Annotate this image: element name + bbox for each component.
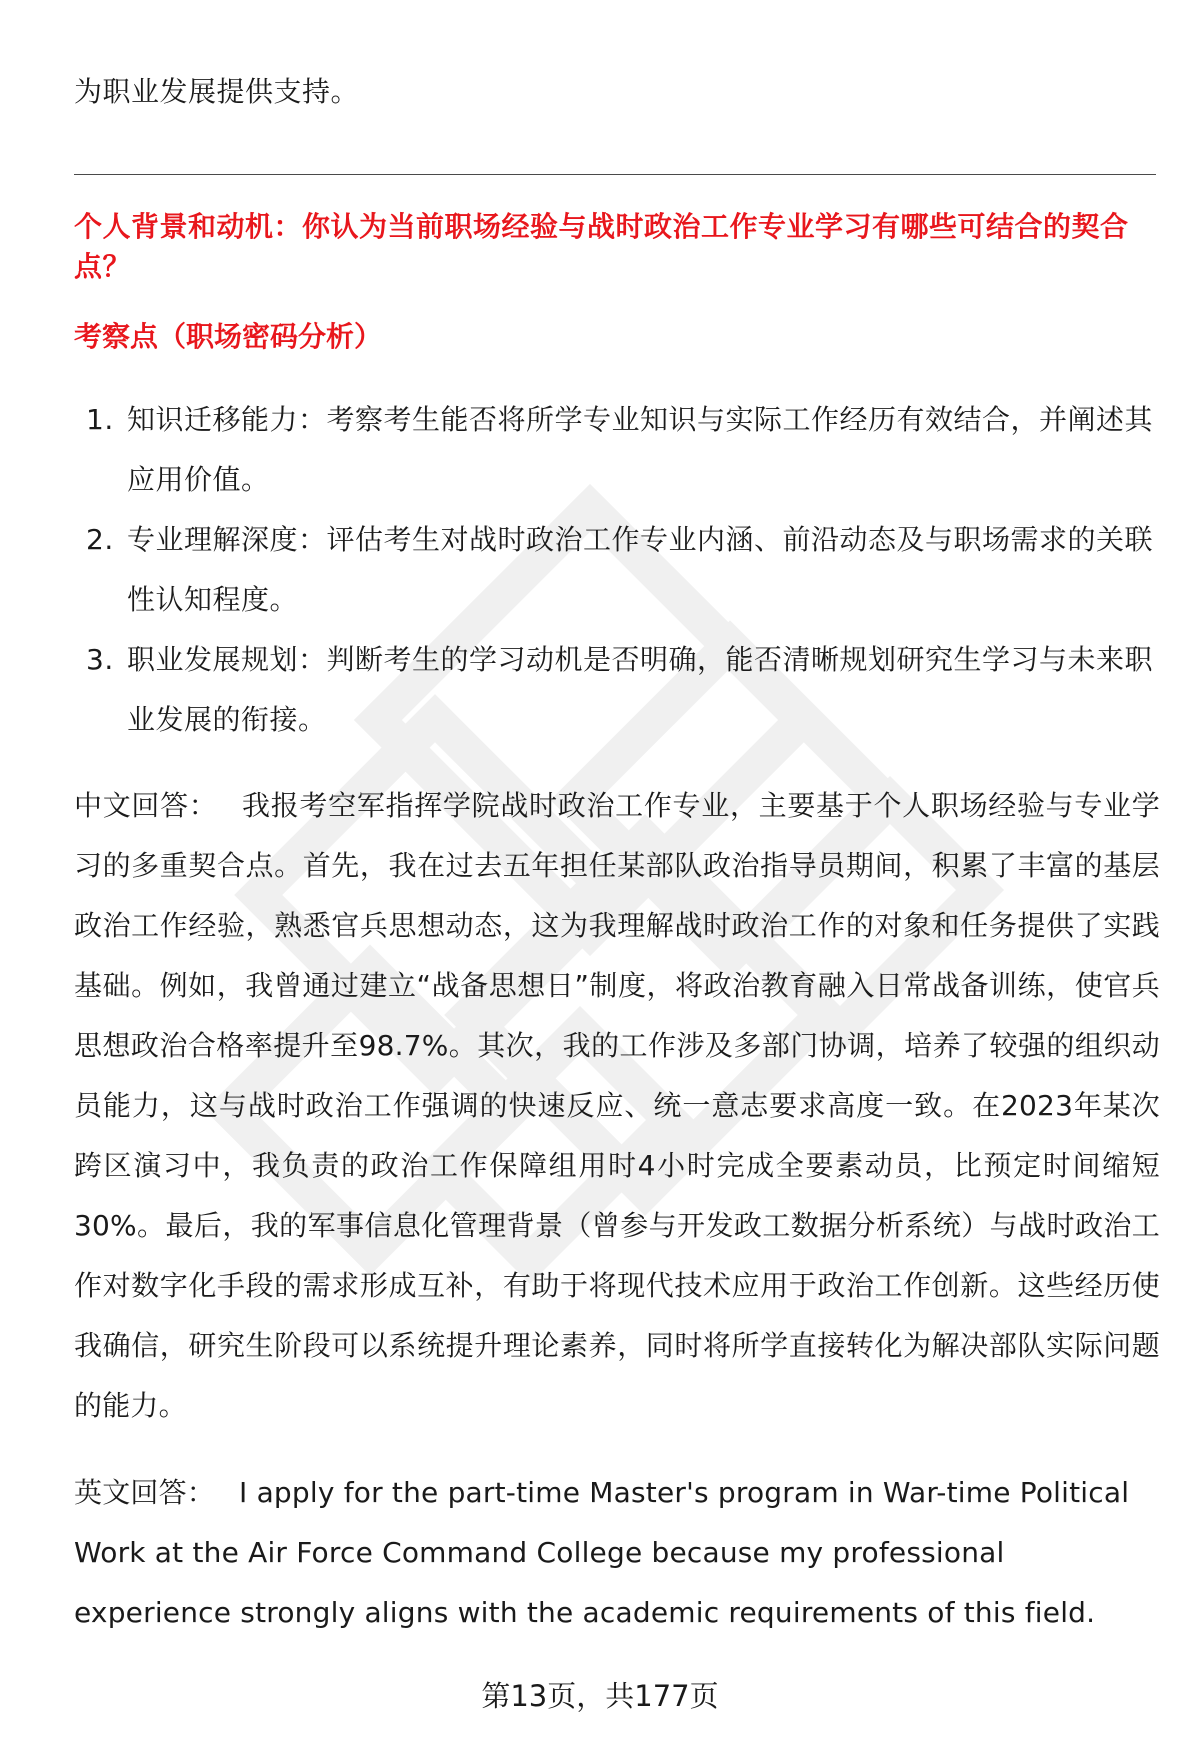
list-item: [74, 630, 1160, 750]
english-answer-label: 英文回答：: [74, 1476, 216, 1509]
list-item-number: 2.: [86, 523, 114, 556]
list-item-text: 知识迁移能力：考察考生能否将所学专业知识与实际工作经历有效结合，并阐述其应用价值。: [127, 403, 1154, 496]
list-item-number: 3.: [86, 643, 114, 676]
list-item: [74, 390, 1160, 510]
list-item-number: 1.: [86, 403, 114, 436]
english-answer-text: I apply for the part-time Master's program in War-time Political Work at the Air Force Command College because my professional experience strongly aligns with the academic requirements of this field.: [74, 1476, 1130, 1629]
english-answer: [74, 1463, 1160, 1643]
page-number: 第13页，共177页: [481, 1679, 719, 1713]
chinese-answer-text: 我报考空军指挥学院战时政治工作专业，主要基于个人职场经验与专业学习的多重契合点。首先，我在过去五年担任某部队政治指导员期间，积累了丰富的基层政治工作经验，熟悉官兵思想动态，这为我理解战时政治工作的对象和任务提供了实践基础。例如，我曾通过建立“战备思想日”制度，将政治教育融入日常战备训练，使官兵思想政治合格率提升至98.7%。其次，我的工作涉及多部门协调，培养了较强的组织动员能力，这与战时政治工作强调的快速反应、统一意志要求高度一致。在2023年某次跨区演习中，我负责的政治工作保障组用时4小时完成全要素动员，比预定时间缩短30%。最后，我的军事信息化管理背景（曾参与开发政工数据分析系统）与战时政治工作对数字化手段的需求形成互补，有助于将现代技术应用于政治工作创新。这些经历使我确信，研究生阶段可以系统提升理论素养，同时将所学直接转化为解决部队实际问题的能力。: [74, 789, 1160, 1422]
assessment-points-heading: 考察点（职场密码分析）: [74, 320, 383, 353]
section-divider: [74, 174, 1156, 175]
intro-text: 为职业发展提供支持。: [74, 75, 360, 108]
chinese-answer: [74, 776, 1160, 1436]
assessment-points-list: [74, 390, 1160, 750]
list-item: [74, 510, 1160, 630]
list-item-text: 职业发展规划：判断考生的学习动机是否明确，能否清晰规划研究生学习与未来职业发展的衔接。: [127, 643, 1154, 736]
question-heading: 个人背景和动机：你认为当前职场经验与战时政治工作专业学习有哪些可结合的契合点？: [74, 210, 1129, 283]
chinese-answer-label: 中文回答：: [74, 789, 218, 822]
document-page: [74, 0, 1160, 1755]
list-item-text: 专业理解深度：评估考生对战时政治工作专业内涵、前沿动态及与职场需求的关联性认知程度。: [127, 523, 1154, 616]
